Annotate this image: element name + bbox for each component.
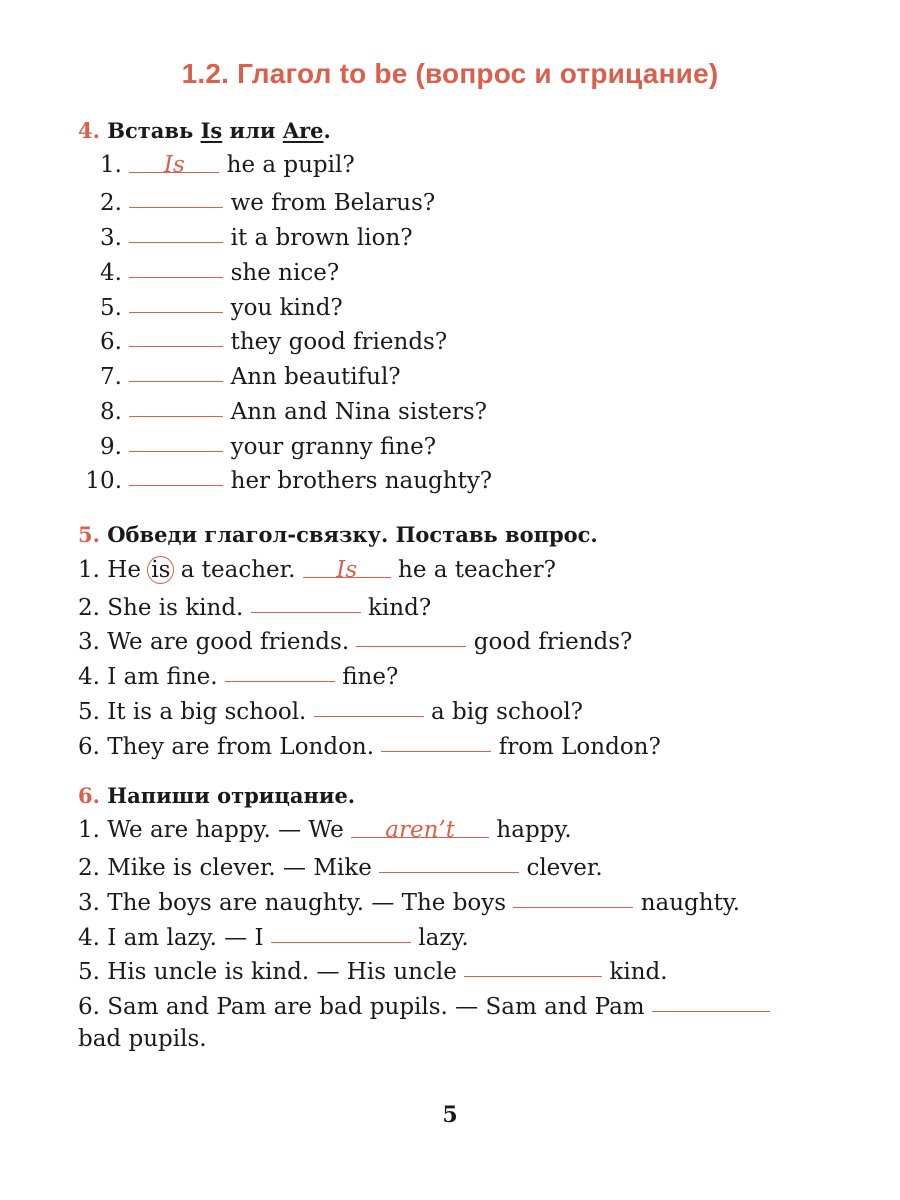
heading-text: или bbox=[222, 118, 283, 143]
item-text: 1. He bbox=[78, 557, 149, 583]
word-are: Are bbox=[282, 118, 324, 143]
item-text: it a brown lion? bbox=[230, 225, 413, 251]
item-text: 5. It is a big school. bbox=[78, 699, 307, 725]
exercise-4-item bbox=[78, 150, 355, 180]
item-text: her brothers naughty? bbox=[230, 468, 493, 494]
item-text: we from Belarus? bbox=[230, 190, 436, 216]
item-text: she nice? bbox=[230, 260, 340, 286]
word-is: Is bbox=[200, 118, 223, 143]
exercise-4-item bbox=[78, 359, 401, 392]
answer-text: Is bbox=[163, 152, 185, 178]
item-text: naughty. bbox=[640, 890, 741, 916]
exercise-4-heading bbox=[78, 116, 331, 146]
item-text: he a teacher? bbox=[398, 557, 556, 583]
exercise-4-item bbox=[78, 429, 436, 462]
item-text: he a pupil? bbox=[226, 152, 355, 178]
exercise-6-item bbox=[78, 920, 469, 953]
answer-blank[interactable] bbox=[225, 657, 335, 682]
answer-blank[interactable] bbox=[129, 148, 219, 178]
item-text: kind? bbox=[367, 595, 432, 621]
exercise-4-item bbox=[78, 394, 487, 427]
exercise-4-item bbox=[78, 463, 492, 496]
item-text: 1. We are happy. — We bbox=[78, 817, 344, 843]
item-text: they good friends? bbox=[230, 329, 448, 355]
item-text: 5. His uncle is kind. — His uncle bbox=[78, 959, 457, 985]
item-number: 9. bbox=[100, 434, 122, 460]
exercise-number: 4. bbox=[78, 118, 100, 143]
exercise-5-item bbox=[78, 659, 398, 692]
exercise-5-item bbox=[78, 624, 632, 657]
exercise-6-item bbox=[78, 850, 603, 883]
item-number: 1. bbox=[100, 152, 122, 178]
answer-text: aren’t bbox=[385, 817, 455, 843]
exercise-4-item bbox=[78, 220, 413, 253]
item-text: Ann beautiful? bbox=[230, 364, 401, 390]
circled-verb: is bbox=[147, 556, 174, 584]
answer-blank[interactable] bbox=[652, 987, 770, 1012]
answer-blank[interactable] bbox=[351, 813, 489, 843]
item-number: 5. bbox=[100, 295, 122, 321]
page-title: 1.2. Глагол to be (вопрос и отрицание) bbox=[181, 58, 719, 89]
heading-text: Напиши отрицание. bbox=[107, 783, 356, 808]
exercise-4-item bbox=[78, 185, 435, 218]
answer-blank[interactable] bbox=[271, 918, 411, 943]
page-number: 5 bbox=[442, 1102, 458, 1128]
item-text: Ann and Nina sisters? bbox=[230, 399, 487, 425]
exercise-5-heading bbox=[78, 520, 598, 550]
item-text: happy. bbox=[496, 817, 572, 843]
item-number: 3. bbox=[100, 225, 122, 251]
answer-text: Is bbox=[336, 557, 358, 583]
answer-blank[interactable] bbox=[129, 392, 223, 417]
item-text: 3. We are good friends. bbox=[78, 629, 350, 655]
heading-text: . bbox=[323, 118, 331, 143]
item-text: lazy. bbox=[418, 925, 469, 951]
item-text: 2. Mike is clever. — Mike bbox=[78, 855, 372, 881]
answer-blank[interactable] bbox=[129, 322, 223, 347]
item-text: 6. They are from London. bbox=[78, 734, 375, 760]
item-text: kind. bbox=[609, 959, 668, 985]
item-text: 4. I am fine. bbox=[78, 664, 218, 690]
exercise-6-item-continuation: bad pupils. bbox=[78, 1026, 207, 1052]
answer-blank[interactable] bbox=[381, 727, 491, 752]
answer-blank[interactable] bbox=[513, 883, 633, 908]
exercise-6-item bbox=[78, 885, 740, 918]
answer-blank[interactable] bbox=[251, 588, 361, 613]
item-number: 4. bbox=[100, 260, 122, 286]
answer-blank[interactable] bbox=[379, 848, 519, 873]
exercise-6-item bbox=[78, 989, 770, 1022]
item-text: 2. She is kind. bbox=[78, 595, 244, 621]
item-text: your granny fine? bbox=[230, 434, 437, 460]
answer-blank[interactable] bbox=[129, 427, 223, 452]
item-number: 10. bbox=[85, 468, 122, 494]
exercise-6-heading bbox=[78, 781, 355, 811]
exercise-5-item bbox=[78, 555, 556, 585]
answer-blank[interactable] bbox=[129, 218, 223, 243]
answer-blank[interactable] bbox=[314, 692, 424, 717]
answer-blank[interactable] bbox=[129, 461, 223, 486]
item-number: 6. bbox=[100, 329, 122, 355]
item-text: clever. bbox=[526, 855, 603, 881]
item-text: a big school? bbox=[431, 699, 584, 725]
item-text: a teacher. bbox=[173, 557, 303, 583]
exercise-6-item bbox=[78, 954, 668, 987]
item-text: good friends? bbox=[473, 629, 633, 655]
exercise-4-item bbox=[78, 290, 343, 323]
exercise-5-item bbox=[78, 590, 431, 623]
item-text: 6. Sam and Pam are bad pupils. — Sam and Pam bbox=[78, 994, 645, 1020]
heading-text: Обведи глагол-связку. Поставь вопрос. bbox=[107, 522, 598, 547]
item-number: 7. bbox=[100, 364, 122, 390]
item-text: fine? bbox=[342, 664, 399, 690]
heading-text: Вставь bbox=[107, 118, 201, 143]
exercise-5-item bbox=[78, 694, 583, 727]
item-text: 4. I am lazy. — I bbox=[78, 925, 264, 951]
exercise-6-item bbox=[78, 815, 572, 845]
exercise-number: 6. bbox=[78, 783, 100, 808]
answer-blank[interactable] bbox=[129, 253, 223, 278]
exercise-5-item bbox=[78, 729, 661, 762]
item-text: you kind? bbox=[230, 295, 343, 321]
answer-blank[interactable] bbox=[129, 288, 223, 313]
exercise-number: 5. bbox=[78, 522, 100, 547]
answer-blank[interactable] bbox=[356, 622, 466, 647]
item-number: 2. bbox=[100, 190, 122, 216]
answer-blank[interactable] bbox=[129, 183, 223, 208]
answer-blank[interactable] bbox=[303, 553, 391, 583]
exercise-4-item bbox=[78, 324, 447, 357]
answer-blank[interactable] bbox=[464, 952, 602, 977]
item-text: 3. The boys are naughty. — The boys bbox=[78, 890, 507, 916]
exercise-4-item bbox=[78, 255, 339, 288]
item-text: from London? bbox=[498, 734, 661, 760]
answer-blank[interactable] bbox=[129, 357, 223, 382]
item-number: 8. bbox=[100, 399, 122, 425]
